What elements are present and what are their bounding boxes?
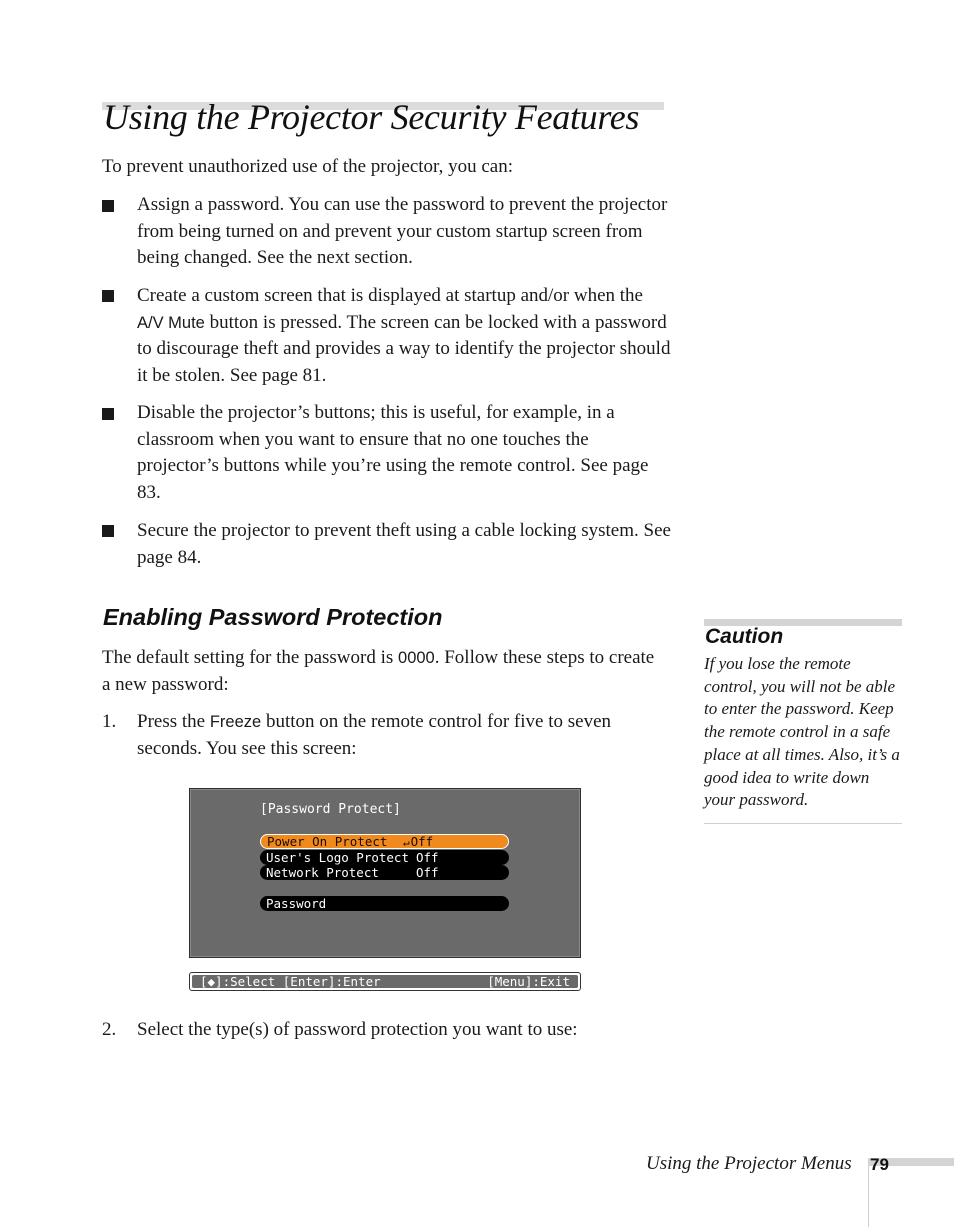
bullet-2-pre: Create a custom screen that is displayed at startup and/or when the <box>137 285 643 306</box>
bullet-4: Secure the projector to prevent theft using a cable locking system. See page 84. <box>137 520 671 568</box>
row-label: Password <box>266 896 327 911</box>
section-heading: Enabling Password Protection <box>103 604 443 630</box>
default-password-term: 0000 <box>398 649 435 667</box>
step-1-text <box>137 709 667 762</box>
bullet-square <box>102 200 114 212</box>
row-label: User's Logo Protect <box>266 850 409 865</box>
para-pre: The default setting for the password is <box>102 647 399 668</box>
intro-text: To prevent unauthorized use of the projector, you can: <box>102 156 514 177</box>
row-value-text: Off <box>410 834 434 849</box>
osd-status-bar <box>189 972 581 991</box>
row-value: Off <box>416 850 439 865</box>
footer-chapter: Using the Projector Menus <box>646 1153 852 1174</box>
page-rule <box>868 1166 869 1227</box>
freeze-term: Freeze <box>209 713 262 731</box>
av-mute-term: A/V Mute <box>137 313 205 332</box>
page-title: Using the Projector Security Features <box>103 97 640 137</box>
status-exit: [Menu]:Exit <box>487 974 570 989</box>
step-1-post: button on the remote control for five to seven seconds. You see this screen: <box>137 711 612 759</box>
section-paragraph <box>102 645 662 698</box>
caution-text: If you lose the remote control, you will not be able to enter the password. Keep the remote control in a safe place at all times. Also, it’s a good idea to write down your password. <box>704 654 900 810</box>
bullet-2-post: button is pressed. The screen can be locked with a password to discourage theft and provides a way to identify the projector should it be stolen. See page 81. <box>137 311 671 386</box>
status-select-enter: [◆]:Select [Enter]:Enter <box>200 974 381 989</box>
step-1-number: 1. <box>102 711 117 732</box>
row-value: Off <box>416 865 439 880</box>
bullet-1: Assign a password. You can use the password to prevent the projector from being turned on and prevent your custom startup screen from being changed. See the next section. <box>137 194 668 268</box>
password-protect-screen <box>189 788 581 958</box>
page-number: 79 <box>870 1155 889 1174</box>
step-1-pre: Press the <box>137 711 210 732</box>
menu-row-power-on-protect[interactable] <box>260 834 509 849</box>
bullet-square <box>102 290 114 302</box>
step-2-text: Select the type(s) of password protection you want to use: <box>137 1019 578 1040</box>
caution-rule-bottom <box>704 823 902 824</box>
row-label: Power On Protect <box>267 834 388 849</box>
para-post: . Follow these steps to create a new password: <box>102 647 655 695</box>
row-label: Network Protect <box>266 865 379 880</box>
step-2-number: 2. <box>102 1019 117 1040</box>
row-value <box>403 835 433 849</box>
bullet-2 <box>137 283 672 389</box>
menu-row-network-protect[interactable] <box>260 865 509 880</box>
screen-title: [Password Protect] <box>260 802 401 817</box>
bullet-square <box>102 408 114 420</box>
caution-title: Caution <box>705 625 784 648</box>
bullet-square <box>102 525 114 537</box>
bullet-3: Disable the projector’s buttons; this is useful, for example, in a classroom when you want to ensure that no one touches the projector’s buttons while you’re using the remote control. See page 83. <box>137 402 649 503</box>
menu-row-password[interactable] <box>260 896 509 911</box>
menu-row-users-logo-protect[interactable] <box>260 850 509 865</box>
enter-icon: ↵ <box>403 836 410 849</box>
